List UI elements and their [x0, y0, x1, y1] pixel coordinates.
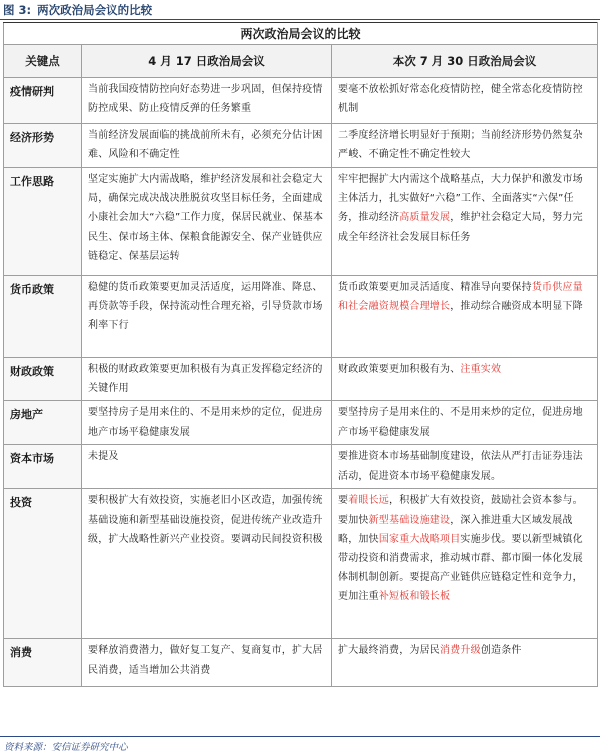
figure-title: 两次政治局会议的比较 — [37, 2, 153, 17]
cell-july-economy — [332, 124, 598, 168]
cell-july-consumption — [332, 639, 598, 687]
table-row — [4, 78, 598, 124]
cell-april-real-estate — [82, 401, 332, 445]
table-row — [4, 489, 598, 639]
row-key-economy: 经济形势 — [4, 124, 82, 168]
cell-april-approach — [82, 168, 332, 276]
cell-july-capital-market — [332, 445, 598, 489]
highlight-text: 国家重大战略项目 — [378, 533, 461, 545]
cell-text: ，深入推进重大区域发展战略，加快 — [338, 514, 573, 545]
cell-april-fiscal — [82, 358, 332, 401]
cell-april-epidemic — [82, 78, 332, 124]
column-header-july: 本次 7 月 30 日政治局会议 — [332, 45, 598, 78]
cell-text: 要推进资本市场基础制度建设，依法从严打击证券违法活动，促进资本市场平稳健康发展。 — [338, 451, 583, 482]
cell-july-monetary — [332, 276, 598, 358]
table-row — [4, 124, 598, 168]
cell-july-epidemic — [332, 78, 598, 124]
table-row — [4, 276, 598, 358]
comparison-table — [3, 22, 598, 687]
cell-text: 当前我国疫情防控向好态势进一步巩固，但保持疫情防控成果、防止疫情反弹的任务繁重 — [88, 84, 323, 115]
cell-text: 牢牢把握扩大内需这个战略基点，大力保护和激发市场主体活力，扎实做好“六稳”工作、全面落实“六保”任务，推动经济 — [338, 174, 583, 224]
highlight-text: 着眼长远 — [348, 495, 390, 507]
cell-july-investment — [332, 489, 598, 639]
cell-text: 要坚持房子是用来住的、不是用来炒的定位，促进房地产市场平稳健康发展 — [338, 407, 583, 438]
cell-july-real-estate — [332, 401, 598, 445]
cell-text: 创造条件 — [480, 645, 522, 657]
row-key-fiscal: 财政政策 — [4, 358, 82, 401]
table-title: 两次政治局会议的比较 — [4, 23, 598, 45]
cell-text: 实施步伐。要以新型城镇化带动投资和消费需求，推动城市群、都市圈一体化发展体制机制创新。要提高产业链供应链稳定性和竞争力，更加注重 — [338, 533, 583, 603]
column-header-key: 关键点 — [4, 45, 82, 78]
row-key-real-estate: 房地产 — [4, 401, 82, 445]
cell-july-fiscal — [332, 358, 598, 401]
figure-number: 图 3: — [3, 2, 32, 17]
highlight-text: 新型基础设施建设 — [368, 514, 451, 526]
figure-header — [0, 0, 600, 20]
bottom-rule — [0, 736, 600, 737]
cell-text: 稳健的货币政策要更加灵活适度，运用降准、降息、再贷款等手段，保持流动性合理充裕，引导贷款市场利率下行 — [88, 282, 323, 332]
cell-text: 要毫不放松抓好常态化疫情防控，健全常态化疫情防控机制 — [338, 84, 583, 115]
cell-text: 二季度经济增长明显好于预期；当前经济形势仍然复杂严峻、不确定性不确定性较大 — [338, 130, 583, 161]
cell-april-consumption — [82, 639, 332, 687]
comparison-table-wrapper — [3, 22, 597, 687]
cell-text: 要坚持房子是用来住的、不是用来炒的定位，促进房地产市场平稳健康发展 — [88, 407, 323, 438]
row-key-capital-market: 资本市场 — [4, 445, 82, 489]
cell-text: ，积极扩大有效投资，鼓励社会资本参与。要加快 — [338, 495, 583, 526]
highlight-text: 注重实效 — [460, 364, 502, 375]
highlight-text: 消费升级 — [440, 645, 481, 657]
highlight-text: 货币供应量和社会融资规模合理增长 — [338, 282, 583, 313]
table-row — [4, 358, 598, 401]
row-key-consumption: 消费 — [4, 639, 82, 687]
column-header-april: 4 月 17 日政治局会议 — [82, 45, 332, 78]
cell-text: 扩大最终消费，为居民 — [338, 645, 440, 657]
cell-text: 坚定实施扩大内需战略，维护经济发展和社会稳定大局，确保完成决战决胜脱贫攻坚目标任务，全面建成小康社会加大“六稳”工作力度，保居民就业、保基本民生、保市场主体、保粮食能源安全、保产业链供应链稳定、保基层运转 — [88, 174, 324, 262]
cell-april-investment — [82, 489, 332, 639]
cell-text: 积极的财政政策要更加积极有为真正发挥稳定经济的关键作用 — [88, 364, 323, 395]
table-row — [4, 168, 598, 276]
row-key-epidemic: 疫情研判 — [4, 78, 82, 124]
cell-april-capital-market — [82, 445, 332, 489]
row-key-investment: 投资 — [4, 489, 82, 639]
table-row — [4, 401, 598, 445]
cell-text: ，推动综合融资成本明显下降 — [450, 301, 583, 313]
table-row — [4, 639, 598, 687]
cell-text: 财政政策要更加积极有为、 — [338, 364, 461, 375]
cell-text: 未提及 — [88, 451, 119, 463]
highlight-text: 补短板和锻长板 — [378, 591, 451, 603]
table-body — [4, 78, 598, 687]
cell-text: 当前经济发展面临的挑战前所未有，必须充分估计困难、风险和不确定性 — [88, 130, 323, 161]
cell-text: 货币政策要更加灵活适度、精准导向要保持 — [338, 282, 532, 293]
highlight-text: 高质量发展 — [399, 212, 451, 224]
cell-july-approach — [332, 168, 598, 276]
row-key-approach: 工作思路 — [4, 168, 82, 276]
table-row — [4, 445, 598, 489]
cell-april-monetary — [82, 276, 332, 358]
source-note: 资料来源：安信证券研究中心 — [4, 742, 128, 753]
cell-text: ，维护社会稳定大局，努力完成全年经济社会发展目标任务 — [338, 212, 583, 243]
row-key-monetary: 货币政策 — [4, 276, 82, 358]
cell-text: 要积极扩大有效投资，实施老旧小区改造，加强传统基础设施和新型基础设施投资，促进传统产业改造升级，扩大战略性新兴产业投资。要调动民间投资积极 — [88, 495, 323, 545]
cell-text: 要 — [338, 495, 349, 507]
cell-april-economy — [82, 124, 332, 168]
cell-text: 要释放消费潜力，做好复工复产、复商复市，扩大居民消费，适当增加公共消费 — [88, 645, 323, 676]
